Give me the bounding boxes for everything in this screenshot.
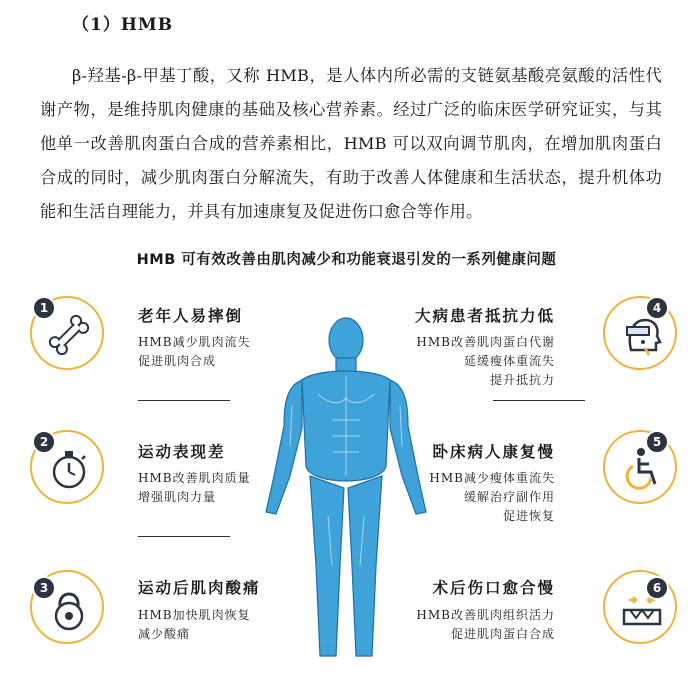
- item-desc: HMB加快肌肉恢复 减少酸痛: [138, 608, 251, 641]
- left-leg: [310, 476, 344, 656]
- item-desc: HMB减少肌肉流失 促进肌肉合成: [138, 335, 251, 368]
- neck: [336, 358, 356, 372]
- number-badge: 1: [32, 296, 56, 320]
- right-leg: [348, 476, 382, 656]
- number-badge: 5: [645, 430, 669, 454]
- item-title: 术后伤口愈合慢: [432, 578, 555, 597]
- number-badge: 3: [32, 576, 56, 600]
- item-title: 大病患者抵抗力低: [414, 306, 555, 325]
- item-desc: HMB改善肌肉组织活力 促进肌肉蛋白合成: [416, 608, 555, 641]
- item-desc: HMB减少瘦体重流失 缓解治疗副作用 促进恢复: [429, 471, 555, 523]
- head: [329, 318, 363, 362]
- item-title: 运动后肌肉酸痛: [138, 578, 261, 597]
- section-heading: （1）HMB: [72, 15, 174, 35]
- human-muscle-figure: [256, 316, 436, 669]
- item-title: 老年人易摔倒: [138, 306, 244, 325]
- divider: [493, 400, 585, 401]
- item-desc: HMB改善肌肉质量 增强肌肉力量: [138, 471, 251, 504]
- number-badge: 2: [32, 430, 56, 454]
- divider: [138, 400, 230, 401]
- left-arm: [266, 380, 302, 514]
- figure-title: HMB 可有效改善由肌肉减少和功能衰退引发的一系列健康问题: [136, 252, 557, 268]
- number-badge: 4: [645, 296, 669, 320]
- item-title: 卧床病人康复慢: [432, 442, 555, 461]
- intro-paragraph: β-羟基-β-甲基丁酸，又称 HMB，是人体内所必需的支链氨基酸亮氨酸的活性代谢产物，是维持肌肉健康的基础及核心营养素。经过广泛的临床医学研究证实，与其他单一改善肌肉蛋白合成的营养素相比，HMB 可以双向调节肌肉，在增加肌肉蛋白合成的同时，减少肌肉蛋白分解流失，有助于改善人体健康和生活状态，提升机体功能和生活自理能力，并具有加速康复及促进伤口愈合等作用。: [40, 66, 662, 221]
- number-badge: 6: [645, 576, 669, 600]
- item-title: 运动表现差: [138, 442, 226, 461]
- right-arm: [390, 380, 426, 514]
- divider: [138, 536, 230, 537]
- item-desc: HMB改善肌肉蛋白代谢 延缓瘦体重流失 提升抵抗力: [416, 335, 555, 387]
